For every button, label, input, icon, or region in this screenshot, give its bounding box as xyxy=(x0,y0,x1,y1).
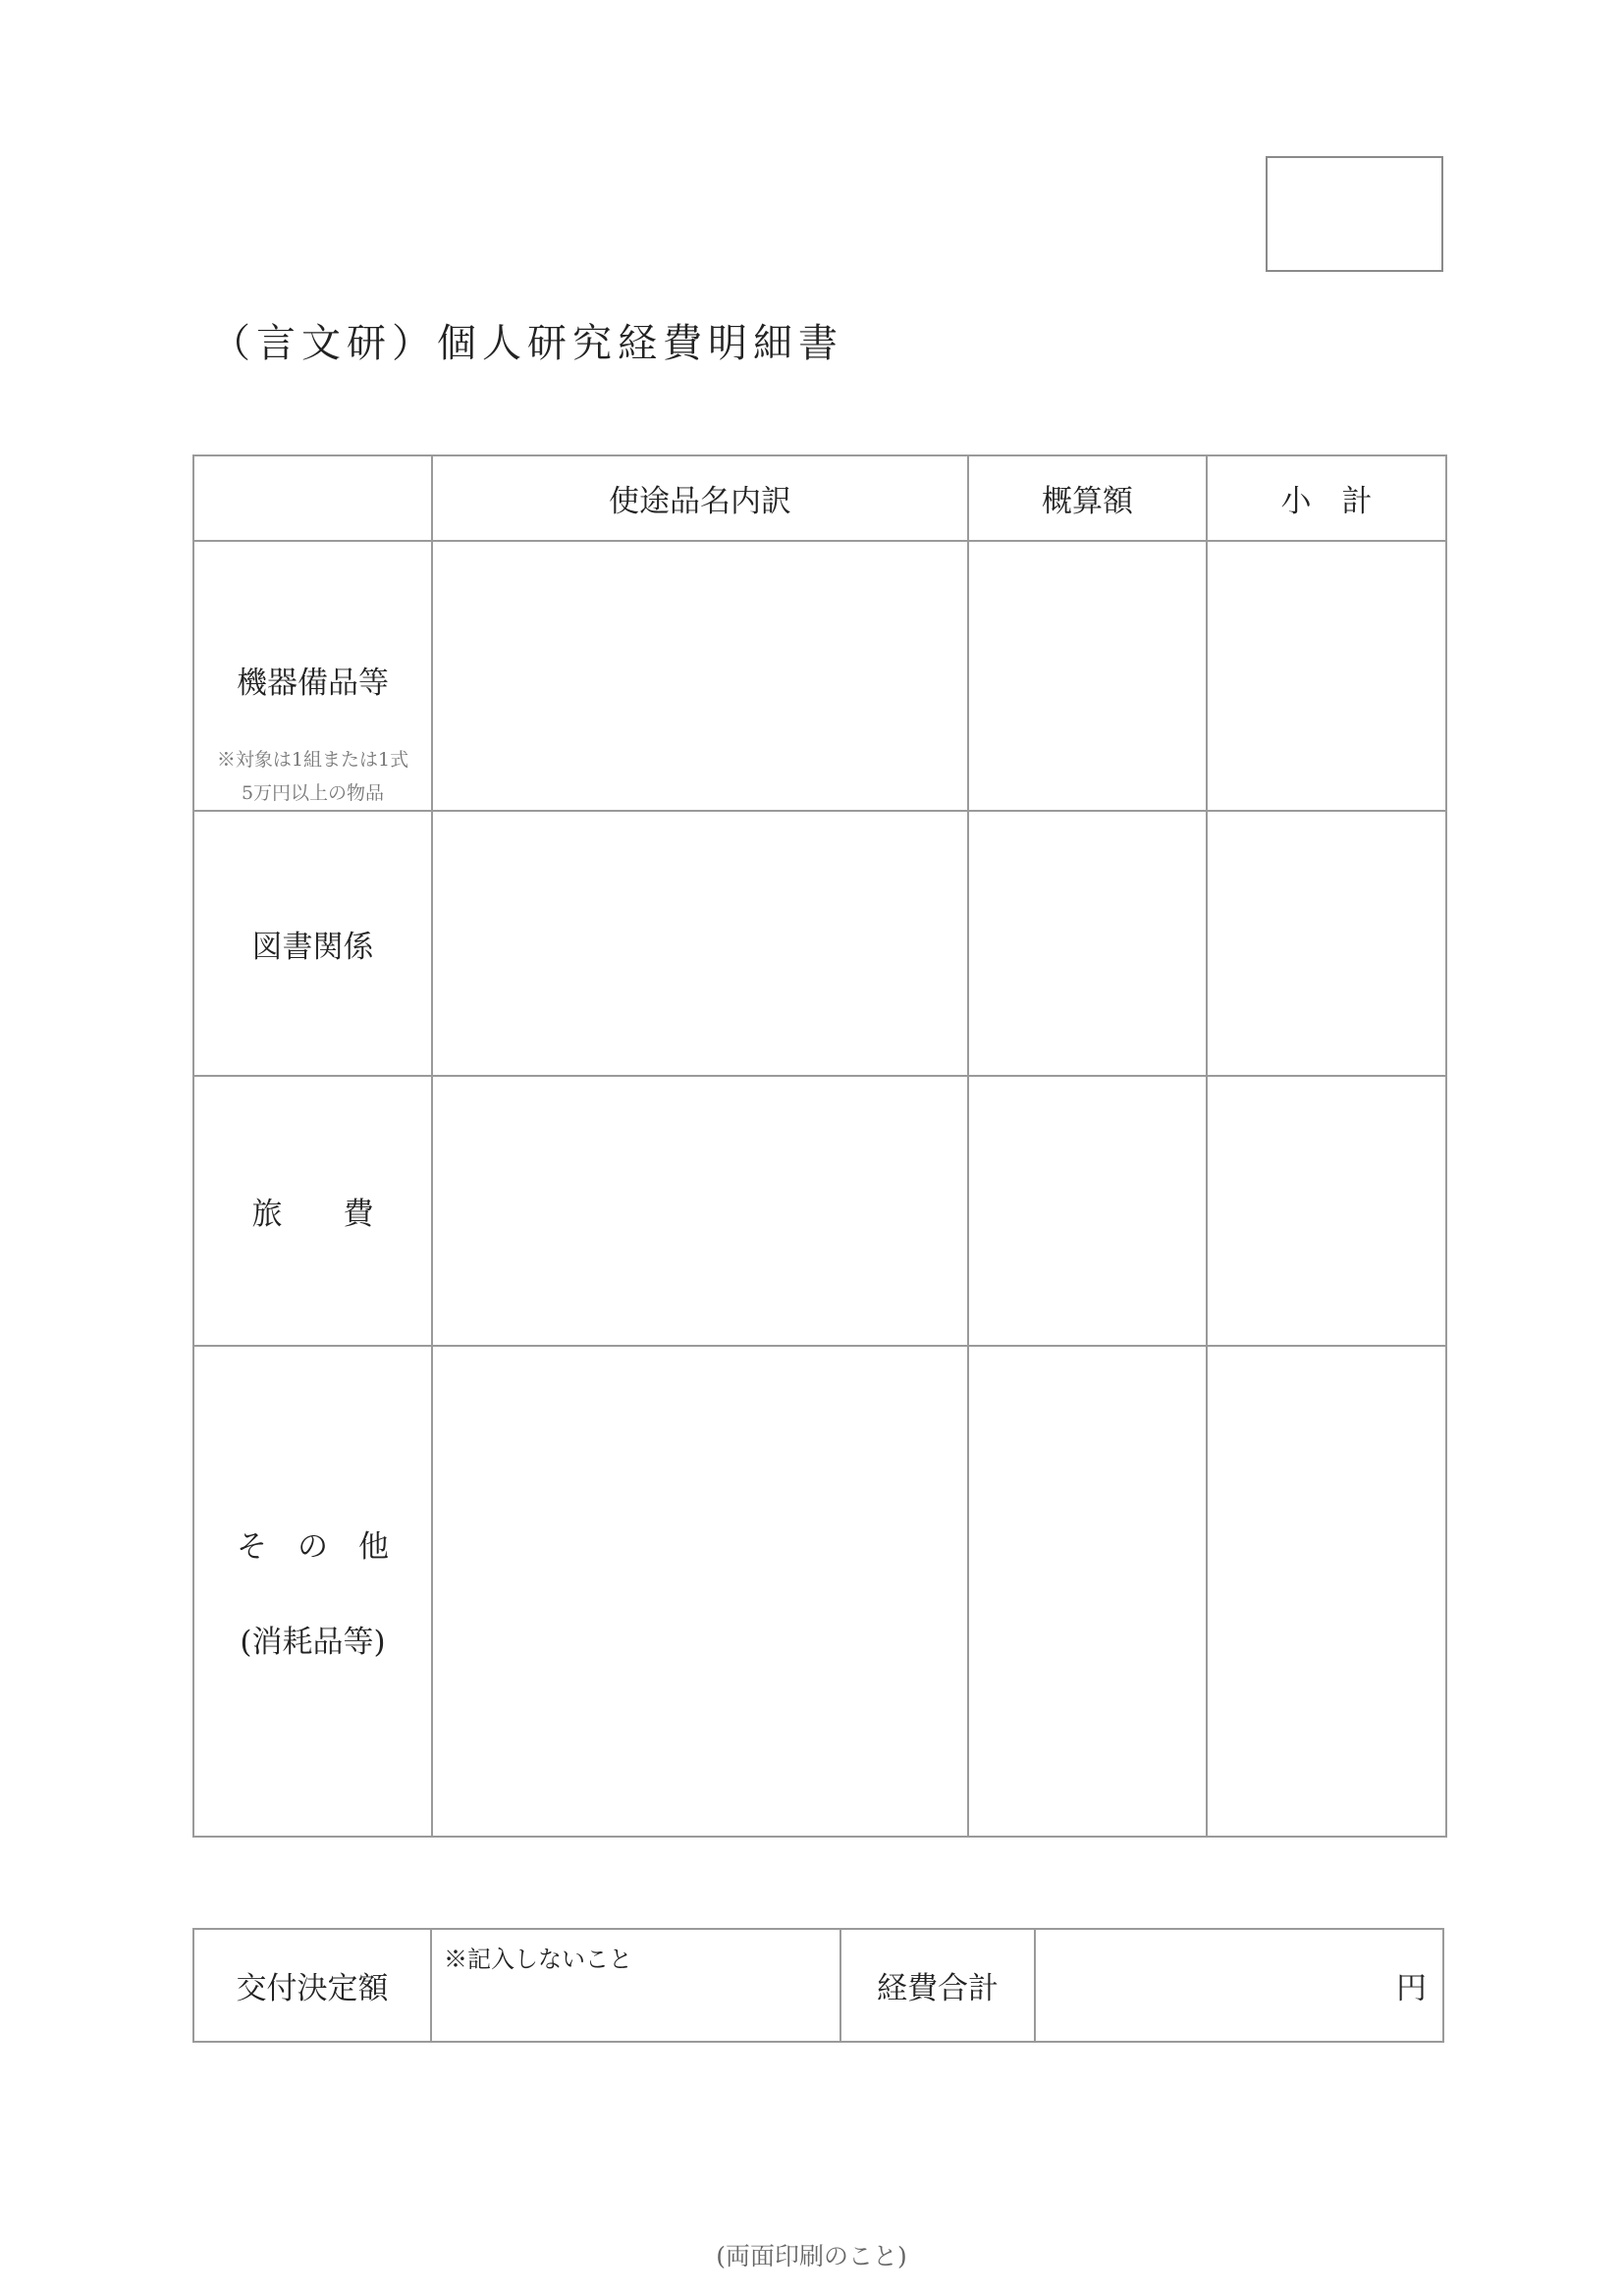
category-travel-label: 旅 費 xyxy=(251,1197,374,1232)
grant-decision-label: 交付決定額 xyxy=(193,1929,431,2042)
equipment-subtotal-cell[interactable] xyxy=(1207,541,1446,811)
other-item-breakdown-cell[interactable] xyxy=(432,1346,968,1837)
stamp-box xyxy=(1266,156,1443,272)
total-expense-label: 経費合計 xyxy=(840,1929,1035,2042)
grant-decision-cell xyxy=(431,1929,840,2042)
total-expense-cell[interactable] xyxy=(1035,1929,1443,2042)
row-equipment xyxy=(193,541,1446,811)
category-equipment xyxy=(193,541,432,811)
category-equipment-label: 機器備品等 xyxy=(237,666,389,701)
summary-table xyxy=(192,1928,1444,2043)
category-other-label: そ の 他 xyxy=(237,1529,389,1565)
category-other-sublabel: (消耗品等) xyxy=(240,1625,386,1660)
books-estimate-cell[interactable] xyxy=(968,811,1207,1076)
header-item-breakdown: 使途品名内訳 xyxy=(432,455,968,541)
books-subtotal-cell[interactable] xyxy=(1207,811,1446,1076)
total-expense-unit: 円 xyxy=(1396,1971,1427,2006)
other-subtotal-cell[interactable] xyxy=(1207,1346,1446,1837)
expense-table xyxy=(192,454,1447,1838)
header-estimate: 概算額 xyxy=(968,455,1207,541)
category-books-label: 図書関係 xyxy=(251,929,374,965)
row-travel xyxy=(193,1076,1446,1346)
header-subtotal: 小 計 xyxy=(1207,455,1446,541)
header-category-cell xyxy=(193,455,432,541)
row-books xyxy=(193,811,1446,1076)
equipment-note-line2: 5万円以上の物品 xyxy=(241,782,385,804)
travel-item-breakdown-cell[interactable] xyxy=(432,1076,968,1346)
books-item-breakdown-cell[interactable] xyxy=(432,811,968,1076)
grant-decision-note: ※記入しないこと xyxy=(444,1946,632,1973)
equipment-estimate-cell[interactable] xyxy=(968,541,1207,811)
summary-row xyxy=(193,1929,1443,2042)
page-title: （言文研）個人研究経費明細書 xyxy=(211,321,843,366)
other-estimate-cell[interactable] xyxy=(968,1346,1207,1837)
header-row xyxy=(193,455,1446,541)
footer-note: (両面印刷のこと) xyxy=(716,2242,907,2270)
travel-subtotal-cell[interactable] xyxy=(1207,1076,1446,1346)
category-books xyxy=(193,811,432,1076)
equipment-note-line1: ※対象は1組または1式 xyxy=(216,749,409,771)
equipment-item-breakdown-cell[interactable] xyxy=(432,541,968,811)
category-travel xyxy=(193,1076,432,1346)
travel-estimate-cell[interactable] xyxy=(968,1076,1207,1346)
category-other xyxy=(193,1346,432,1837)
row-other xyxy=(193,1346,1446,1837)
